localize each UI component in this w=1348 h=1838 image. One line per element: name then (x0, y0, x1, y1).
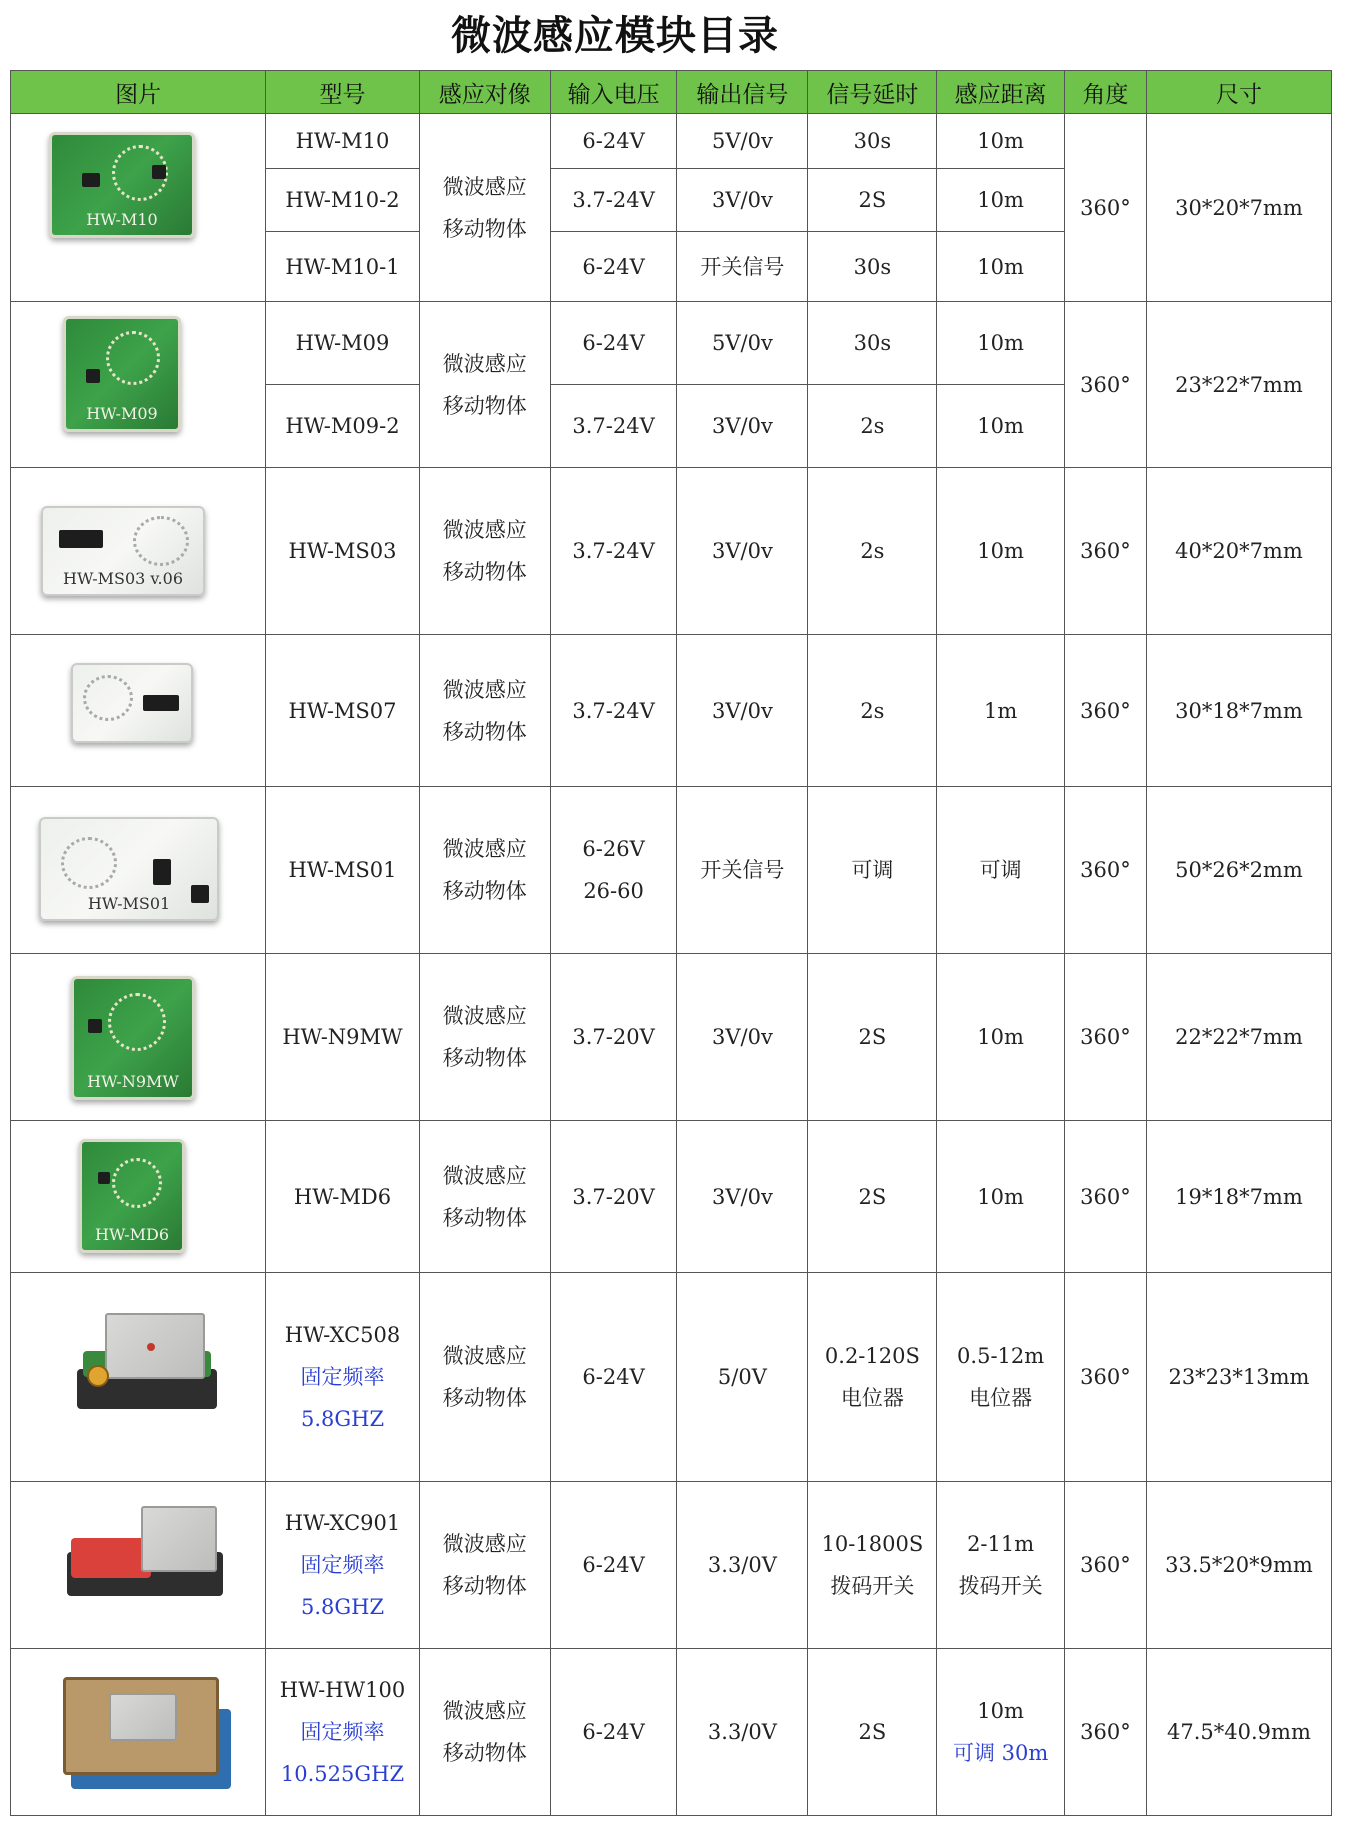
target-cell: 微波感应 移动物体 (419, 1121, 550, 1273)
model-cell: HW-M09-2 (266, 385, 419, 468)
table-row (11, 468, 1332, 635)
output-cell: 3V/0v (677, 468, 808, 635)
angle-cell: 360° (1064, 1482, 1146, 1649)
col-header-model: 型号 (266, 71, 419, 114)
model-cell: HW-HW100 固定频率 10.525GHZ (266, 1649, 419, 1816)
col-header-delay: 信号延时 (808, 71, 937, 114)
pcb-icon: HW-MS03 v.06 (41, 506, 205, 596)
dip-switch-icon (71, 1538, 151, 1578)
module-image-hw-xc508 (11, 1273, 266, 1482)
col-header-size: 尺寸 (1146, 71, 1331, 114)
table-row (11, 1273, 1332, 1482)
model-cell: HW-M10-2 (266, 169, 419, 232)
table-row (11, 1649, 1332, 1816)
table-row (11, 302, 1332, 385)
module-image-hw-hw100 (11, 1649, 266, 1816)
col-header-output: 输出信号 (677, 71, 808, 114)
output-cell: 3V/0v (677, 1121, 808, 1273)
module-catalog-table (10, 70, 1332, 1816)
module-image-hw-n9mw (11, 954, 266, 1121)
delay-cell: 2S (808, 954, 937, 1121)
size-cell: 40*20*7mm (1146, 468, 1331, 635)
model-cell: HW-M09 (266, 302, 419, 385)
angle-cell: 360° (1064, 1273, 1146, 1482)
target-cell: 微波感应 移动物体 (419, 468, 550, 635)
size-cell: 22*22*7mm (1146, 954, 1331, 1121)
output-cell: 开关信号 (677, 232, 808, 302)
distance-cell: 10m (937, 1121, 1065, 1273)
angle-cell: 360° (1064, 114, 1146, 302)
col-header-target: 感应对像 (419, 71, 550, 114)
pcb-icon: HW-MS01 (39, 817, 219, 921)
table-row (11, 787, 1332, 954)
module-image-hw-ms07 (11, 635, 266, 787)
angle-cell: 360° (1064, 787, 1146, 954)
delay-cell: 30s (808, 114, 937, 169)
delay-cell: 2S (808, 1649, 937, 1816)
voltage-cell: 6-24V (550, 232, 676, 302)
distance-cell: 0.5-12m 电位器 (937, 1273, 1065, 1482)
distance-cell: 10m (937, 169, 1065, 232)
module-image-hw-m10 (11, 114, 266, 302)
model-cell: HW-M10-1 (266, 232, 419, 302)
table-row (11, 1482, 1332, 1649)
module-image-hw-ms03 (11, 468, 266, 635)
voltage-cell: 6-24V (550, 302, 676, 385)
header-row (11, 71, 1332, 114)
potentiometer-icon (87, 1365, 109, 1387)
table-row (11, 954, 1332, 1121)
output-cell: 5V/0v (677, 302, 808, 385)
delay-cell: 2S (808, 169, 937, 232)
module-image-hw-xc901 (11, 1482, 266, 1649)
delay-cell: 0.2-120S 电位器 (808, 1273, 937, 1482)
pcb-icon (71, 663, 193, 743)
col-header-voltage: 输入电压 (550, 71, 676, 114)
distance-cell: 10m (937, 468, 1065, 635)
model-cell: HW-N9MW (266, 954, 419, 1121)
voltage-cell: 3.7-24V (550, 468, 676, 635)
col-header-angle: 角度 (1064, 71, 1146, 114)
delay-cell: 2s (808, 635, 937, 787)
distance-cell: 1m (937, 635, 1065, 787)
model-cell: HW-XC901 固定频率 5.8GHZ (266, 1482, 419, 1649)
model-cell: HW-MS07 (266, 635, 419, 787)
voltage-cell: 6-24V (550, 1649, 676, 1816)
output-cell: 3.3/0V (677, 1482, 808, 1649)
size-cell: 19*18*7mm (1146, 1121, 1331, 1273)
shield-icon (105, 1313, 205, 1379)
angle-cell: 360° (1064, 1121, 1146, 1273)
voltage-cell: 3.7-20V (550, 954, 676, 1121)
voltage-cell: 6-26V 26-60 (550, 787, 676, 954)
target-cell: 微波感应 移动物体 (419, 1482, 550, 1649)
target-cell: 微波感应 移动物体 (419, 1649, 550, 1816)
model-cell: HW-XC508 固定频率 5.8GHZ (266, 1273, 419, 1482)
voltage-cell: 6-24V (550, 1482, 676, 1649)
size-cell: 50*26*2mm (1146, 787, 1331, 954)
delay-cell: 2s (808, 468, 937, 635)
table-row (11, 114, 1332, 169)
col-header-distance: 感应距离 (937, 71, 1065, 114)
target-cell: 微波感应 移动物体 (419, 635, 550, 787)
pcb-icon: HW-M09 (63, 316, 181, 432)
target-cell: 微波感应 移动物体 (419, 787, 550, 954)
delay-cell: 10-1800S 拨码开关 (808, 1482, 937, 1649)
output-cell: 5V/0v (677, 114, 808, 169)
output-cell: 3V/0v (677, 385, 808, 468)
output-cell: 3V/0v (677, 954, 808, 1121)
shield-icon (109, 1693, 177, 1741)
angle-cell: 360° (1064, 1649, 1146, 1816)
pcb-icon: HW-N9MW (71, 976, 195, 1100)
module-image-hw-md6 (11, 1121, 266, 1273)
distance-cell: 10m (937, 232, 1065, 302)
output-cell: 3.3/0V (677, 1649, 808, 1816)
table-row (11, 635, 1332, 787)
model-cell: HW-MS03 (266, 468, 419, 635)
angle-cell: 360° (1064, 635, 1146, 787)
model-cell: HW-MD6 (266, 1121, 419, 1273)
distance-cell: 10m (937, 302, 1065, 385)
pcb-icon: HW-M10 (49, 132, 195, 238)
col-header-image: 图片 (11, 71, 266, 114)
angle-cell: 360° (1064, 954, 1146, 1121)
target-cell: 微波感应 移动物体 (419, 1273, 550, 1482)
output-cell: 3V/0v (677, 169, 808, 232)
output-cell: 开关信号 (677, 787, 808, 954)
delay-cell: 30s (808, 232, 937, 302)
delay-cell: 2S (808, 1121, 937, 1273)
distance-cell: 2-11m 拨码开关 (937, 1482, 1065, 1649)
size-cell: 30*20*7mm (1146, 114, 1331, 302)
output-cell: 3V/0v (677, 635, 808, 787)
target-cell: 微波感应 移动物体 (419, 302, 550, 468)
size-cell: 23*23*13mm (1146, 1273, 1331, 1482)
target-cell: 微波感应 移动物体 (419, 954, 550, 1121)
delay-cell: 30s (808, 302, 937, 385)
distance-cell: 10m (937, 114, 1065, 169)
distance-cell: 10m 可调 30m (937, 1649, 1065, 1816)
size-cell: 30*18*7mm (1146, 635, 1331, 787)
voltage-cell: 3.7-24V (550, 635, 676, 787)
voltage-cell: 6-24V (550, 1273, 676, 1482)
led-icon (147, 1343, 155, 1351)
table-row (11, 1121, 1332, 1273)
voltage-cell: 3.7-20V (550, 1121, 676, 1273)
angle-cell: 360° (1064, 468, 1146, 635)
voltage-cell: 6-24V (550, 114, 676, 169)
module-image-hw-ms01 (11, 787, 266, 954)
size-cell: 47.5*40.9mm (1146, 1649, 1331, 1816)
size-cell: 23*22*7mm (1146, 302, 1331, 468)
model-cell: HW-MS01 (266, 787, 419, 954)
voltage-cell: 3.7-24V (550, 169, 676, 232)
angle-cell: 360° (1064, 302, 1146, 468)
page-title: 微波感应模块目录 (451, 13, 779, 59)
distance-cell: 10m (937, 954, 1065, 1121)
model-cell: HW-M10 (266, 114, 419, 169)
target-cell: 微波感应 移动物体 (419, 114, 550, 302)
voltage-cell: 3.7-24V (550, 385, 676, 468)
module-image-hw-m09 (11, 302, 266, 468)
delay-cell: 2s (808, 385, 937, 468)
output-cell: 5/0V (677, 1273, 808, 1482)
shield-icon (141, 1506, 217, 1572)
delay-cell: 可调 (808, 787, 937, 954)
size-cell: 33.5*20*9mm (1146, 1482, 1331, 1649)
pcb-icon: HW-MD6 (79, 1139, 185, 1253)
distance-cell: 可调 (937, 787, 1065, 954)
distance-cell: 10m (937, 385, 1065, 468)
